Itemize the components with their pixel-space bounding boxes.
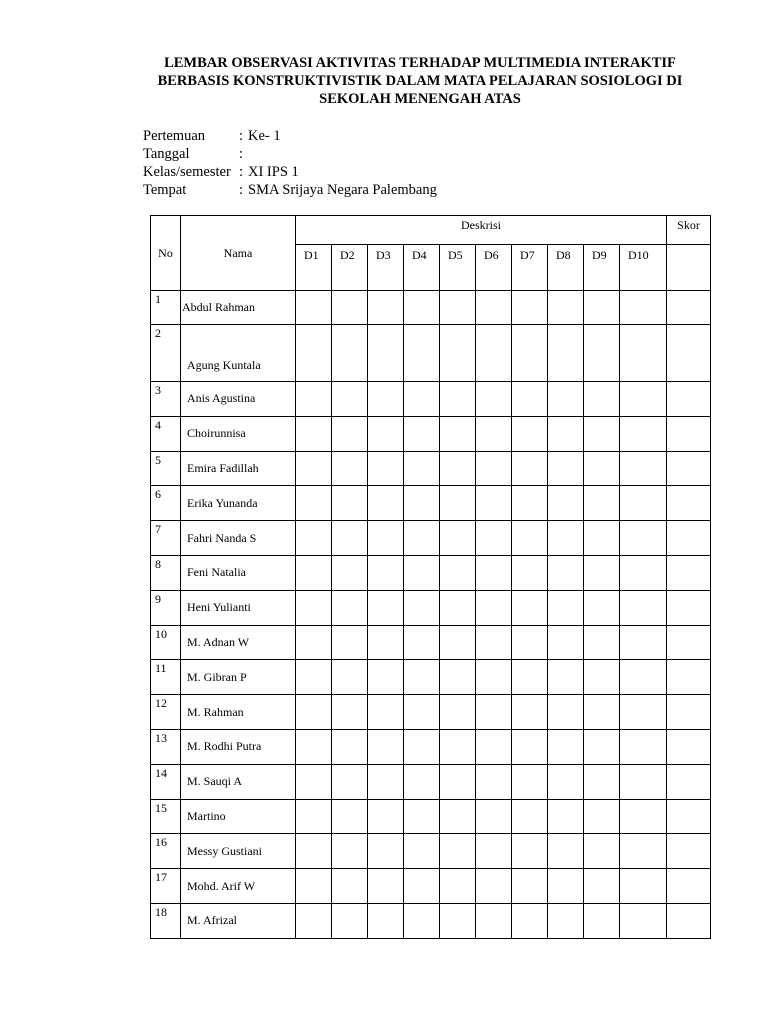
score-cell-d8[interactable] (548, 903, 584, 938)
score-cell-d6[interactable] (476, 382, 512, 417)
score-cell-d9[interactable] (584, 325, 620, 382)
score-cell-d9[interactable] (584, 903, 620, 938)
score-cell-d5[interactable] (440, 660, 476, 695)
score-cell-d8[interactable] (548, 590, 584, 625)
score-cell-d6[interactable] (476, 486, 512, 521)
score-cell-d7[interactable] (512, 625, 548, 660)
score-cell-d1[interactable] (296, 729, 332, 764)
table-row (151, 555, 711, 590)
score-cell-d9[interactable] (584, 660, 620, 695)
score-cell-skor[interactable] (667, 729, 711, 764)
table-row (151, 834, 711, 869)
score-cell-d6[interactable] (476, 451, 512, 486)
score-cell-d7[interactable] (512, 869, 548, 904)
score-cell-d10[interactable] (620, 660, 667, 695)
score-cell-d1[interactable] (296, 764, 332, 799)
score-cell-d5[interactable] (440, 451, 476, 486)
score-cell-d8[interactable] (548, 521, 584, 556)
score-cell-d9[interactable] (584, 416, 620, 451)
meta-label: Tanggal (143, 146, 190, 162)
score-cell-skor[interactable] (667, 590, 711, 625)
header-no: No (151, 216, 181, 291)
score-cell-d2[interactable] (332, 764, 368, 799)
score-cell-d9[interactable] (584, 382, 620, 417)
score-cell-d8[interactable] (548, 291, 584, 325)
score-cell-d3[interactable] (368, 291, 404, 325)
score-cell-d1[interactable] (296, 799, 332, 834)
score-cell-d6[interactable] (476, 416, 512, 451)
student-name: M. Sauqi A (181, 764, 296, 799)
score-cell-d8[interactable] (548, 555, 584, 590)
score-cell-d7[interactable] (512, 555, 548, 590)
score-cell-d9[interactable] (584, 291, 620, 325)
score-cell-d8[interactable] (548, 382, 584, 417)
score-cell-d6[interactable] (476, 291, 512, 325)
score-cell-d2[interactable] (332, 486, 368, 521)
score-cell-d8[interactable] (548, 325, 584, 382)
meta-row-pertemuan: Pertemuan : Ke- 1 (143, 128, 281, 144)
score-cell-d7[interactable] (512, 291, 548, 325)
score-cell-d2[interactable] (332, 590, 368, 625)
score-cell-d2[interactable] (332, 555, 368, 590)
table-row (151, 382, 711, 417)
row-number: 5 (151, 451, 181, 486)
score-cell-d10[interactable] (620, 382, 667, 417)
score-cell-d1[interactable] (296, 590, 332, 625)
score-cell-skor[interactable] (667, 764, 711, 799)
score-cell-d6[interactable] (476, 729, 512, 764)
meta-value: SMA Srijaya Negara Palembang (248, 182, 437, 198)
score-cell-d3[interactable] (368, 521, 404, 556)
table-row (151, 764, 711, 799)
table-row (151, 416, 711, 451)
table-row (151, 729, 711, 764)
score-cell-d9[interactable] (584, 799, 620, 834)
score-cell-d7[interactable] (512, 416, 548, 451)
table-row (151, 660, 711, 695)
row-number: 9 (151, 590, 181, 625)
score-cell-d5[interactable] (440, 486, 476, 521)
score-cell-d10[interactable] (620, 834, 667, 869)
score-cell-d3[interactable] (368, 555, 404, 590)
student-name: Anis Agustina (181, 382, 296, 417)
score-cell-d5[interactable] (440, 695, 476, 730)
header-skor: Skor (667, 216, 711, 245)
score-cell-d3[interactable] (368, 869, 404, 904)
student-name: Erika Yunanda (181, 486, 296, 521)
score-cell-d10[interactable] (620, 799, 667, 834)
score-cell-d6[interactable] (476, 555, 512, 590)
header-d4: D4 (404, 245, 440, 291)
score-cell-d1[interactable] (296, 903, 332, 938)
score-cell-d3[interactable] (368, 729, 404, 764)
header-deskripsi: Deskrisi (296, 216, 667, 245)
score-cell-d5[interactable] (440, 764, 476, 799)
table-row (151, 625, 711, 660)
score-cell-skor[interactable] (667, 903, 711, 938)
table-row (151, 521, 711, 556)
title-line-2: BERBASIS KONSTRUKTIVISTIK DALAM MATA PELAJARAN SOSIOLOGI DI (157, 73, 683, 89)
student-name: Mohd. Arif W (181, 869, 296, 904)
score-cell-d5[interactable] (440, 325, 476, 382)
score-cell-d1[interactable] (296, 660, 332, 695)
score-cell-d4[interactable] (404, 521, 440, 556)
score-cell-d1[interactable] (296, 869, 332, 904)
score-cell-d2[interactable] (332, 291, 368, 325)
score-cell-d3[interactable] (368, 325, 404, 382)
score-cell-d2[interactable] (332, 521, 368, 556)
score-cell-d5[interactable] (440, 555, 476, 590)
score-cell-d5[interactable] (440, 382, 476, 417)
meta-value: XI IPS 1 (248, 164, 299, 180)
score-cell-d7[interactable] (512, 486, 548, 521)
meta-block (143, 127, 437, 199)
meta-row-tempat: Tempat : SMA Srijaya Negara Palembang (143, 182, 437, 198)
score-cell-d4[interactable] (404, 486, 440, 521)
row-number: 12 (151, 695, 181, 730)
score-cell-d2[interactable] (332, 325, 368, 382)
student-name: Abdul Rahman (181, 291, 296, 325)
score-cell-skor[interactable] (667, 486, 711, 521)
score-cell-d2[interactable] (332, 660, 368, 695)
student-name: M. Rodhi Putra (181, 729, 296, 764)
student-name: Feni Natalia (181, 555, 296, 590)
score-cell-d7[interactable] (512, 660, 548, 695)
score-cell-d4[interactable] (404, 869, 440, 904)
score-cell-d9[interactable] (584, 729, 620, 764)
score-cell-skor[interactable] (667, 382, 711, 417)
score-cell-d4[interactable] (404, 325, 440, 382)
score-cell-d3[interactable] (368, 451, 404, 486)
score-cell-d9[interactable] (584, 590, 620, 625)
score-cell-d6[interactable] (476, 869, 512, 904)
title-line-3: SEKOLAH MENENGAH ATAS (319, 91, 521, 107)
score-cell-d10[interactable] (620, 486, 667, 521)
score-cell-d2[interactable] (332, 799, 368, 834)
score-cell-d4[interactable] (404, 903, 440, 938)
score-cell-d6[interactable] (476, 660, 512, 695)
row-number: 14 (151, 764, 181, 799)
score-cell-d3[interactable] (368, 764, 404, 799)
row-number: 3 (151, 382, 181, 417)
score-cell-d1[interactable] (296, 834, 332, 869)
score-cell-d6[interactable] (476, 834, 512, 869)
table-row (151, 486, 711, 521)
score-cell-d4[interactable] (404, 834, 440, 869)
score-cell-d9[interactable] (584, 451, 620, 486)
student-name: M. Afrizal (181, 903, 296, 938)
score-cell-d7[interactable] (512, 590, 548, 625)
row-number: 1 (151, 291, 181, 325)
score-cell-d2[interactable] (332, 416, 368, 451)
score-cell-d4[interactable] (404, 555, 440, 590)
score-cell-d7[interactable] (512, 325, 548, 382)
score-cell-d8[interactable] (548, 416, 584, 451)
row-number: 17 (151, 869, 181, 904)
score-cell-d10[interactable] (620, 590, 667, 625)
header-d10: D10 (620, 245, 667, 291)
score-cell-d10[interactable] (620, 625, 667, 660)
score-cell-d4[interactable] (404, 416, 440, 451)
table-row (151, 291, 711, 325)
score-cell-d2[interactable] (332, 903, 368, 938)
score-cell-d8[interactable] (548, 625, 584, 660)
score-cell-d2[interactable] (332, 625, 368, 660)
score-cell-d4[interactable] (404, 729, 440, 764)
score-cell-d5[interactable] (440, 625, 476, 660)
score-cell-d3[interactable] (368, 416, 404, 451)
score-cell-d7[interactable] (512, 799, 548, 834)
score-cell-d2[interactable] (332, 729, 368, 764)
row-number: 18 (151, 903, 181, 938)
score-cell-d8[interactable] (548, 451, 584, 486)
meta-label: Pertemuan (143, 128, 206, 144)
row-number: 10 (151, 625, 181, 660)
score-cell-d3[interactable] (368, 695, 404, 730)
score-cell-d10[interactable] (620, 521, 667, 556)
score-cell-d9[interactable] (584, 555, 620, 590)
score-cell-skor[interactable] (667, 834, 711, 869)
score-cell-d2[interactable] (332, 695, 368, 730)
score-cell-d2[interactable] (332, 834, 368, 869)
score-cell-d5[interactable] (440, 521, 476, 556)
table-row (151, 325, 711, 382)
score-cell-d7[interactable] (512, 903, 548, 938)
score-cell-d2[interactable] (332, 382, 368, 417)
score-cell-d3[interactable] (368, 903, 404, 938)
score-cell-d1[interactable] (296, 382, 332, 417)
score-cell-d3[interactable] (368, 834, 404, 869)
score-cell-d4[interactable] (404, 382, 440, 417)
header-d8: D8 (548, 245, 584, 291)
score-cell-d7[interactable] (512, 382, 548, 417)
score-cell-d1[interactable] (296, 416, 332, 451)
table-row (151, 451, 711, 486)
score-cell-d4[interactable] (404, 625, 440, 660)
score-cell-d4[interactable] (404, 695, 440, 730)
score-cell-d10[interactable] (620, 325, 667, 382)
score-cell-d7[interactable] (512, 834, 548, 869)
score-cell-d6[interactable] (476, 799, 512, 834)
score-cell-d4[interactable] (404, 451, 440, 486)
score-cell-d1[interactable] (296, 486, 332, 521)
score-cell-d6[interactable] (476, 903, 512, 938)
score-cell-d1[interactable] (296, 695, 332, 730)
score-cell-d10[interactable] (620, 291, 667, 325)
score-cell-d10[interactable] (620, 416, 667, 451)
score-cell-skor[interactable] (667, 869, 711, 904)
score-cell-d9[interactable] (584, 869, 620, 904)
table-row (151, 869, 711, 904)
score-cell-d5[interactable] (440, 869, 476, 904)
score-cell-d6[interactable] (476, 695, 512, 730)
table-row (151, 695, 711, 730)
score-cell-d9[interactable] (584, 521, 620, 556)
score-cell-d7[interactable] (512, 729, 548, 764)
document-title (120, 54, 720, 108)
score-cell-d5[interactable] (440, 729, 476, 764)
score-cell-d4[interactable] (404, 799, 440, 834)
student-name: M. Rahman (181, 695, 296, 730)
score-cell-d10[interactable] (620, 729, 667, 764)
student-name: Agung Kuntala (181, 325, 296, 382)
score-cell-d7[interactable] (512, 695, 548, 730)
observation-table (150, 215, 711, 939)
score-cell-d4[interactable] (404, 660, 440, 695)
score-cell-d9[interactable] (584, 764, 620, 799)
row-number: 2 (151, 325, 181, 382)
score-cell-d6[interactable] (476, 764, 512, 799)
score-cell-d2[interactable] (332, 869, 368, 904)
score-cell-d3[interactable] (368, 625, 404, 660)
score-cell-skor[interactable] (667, 325, 711, 382)
header-d9: D9 (584, 245, 620, 291)
row-number: 15 (151, 799, 181, 834)
score-cell-d1[interactable] (296, 625, 332, 660)
score-cell-d6[interactable] (476, 590, 512, 625)
score-cell-d8[interactable] (548, 799, 584, 834)
student-name: Choirunnisa (181, 416, 296, 451)
table-row (151, 590, 711, 625)
title-line-1: LEMBAR OBSERVASI AKTIVITAS TERHADAP MULTIMEDIA INTERAKTIF (164, 55, 676, 71)
score-cell-d8[interactable] (548, 834, 584, 869)
score-cell-d3[interactable] (368, 382, 404, 417)
score-cell-d10[interactable] (620, 903, 667, 938)
score-cell-d9[interactable] (584, 486, 620, 521)
row-number: 13 (151, 729, 181, 764)
score-cell-skor[interactable] (667, 695, 711, 730)
score-cell-d5[interactable] (440, 799, 476, 834)
score-cell-d10[interactable] (620, 451, 667, 486)
header-d2: D2 (332, 245, 368, 291)
score-cell-d3[interactable] (368, 660, 404, 695)
score-cell-d9[interactable] (584, 834, 620, 869)
score-cell-d3[interactable] (368, 799, 404, 834)
score-cell-d1[interactable] (296, 291, 332, 325)
row-number: 16 (151, 834, 181, 869)
header-d6: D6 (476, 245, 512, 291)
score-cell-skor[interactable] (667, 625, 711, 660)
header-d5: D5 (440, 245, 476, 291)
meta-row-kelas: Kelas/semester : XI IPS 1 (143, 164, 299, 180)
score-cell-d4[interactable] (404, 291, 440, 325)
score-cell-d8[interactable] (548, 729, 584, 764)
score-cell-d10[interactable] (620, 764, 667, 799)
score-cell-d7[interactable] (512, 764, 548, 799)
student-name: M. Gibran P (181, 660, 296, 695)
score-cell-skor[interactable] (667, 660, 711, 695)
score-cell-d5[interactable] (440, 590, 476, 625)
score-cell-d3[interactable] (368, 486, 404, 521)
score-cell-d6[interactable] (476, 625, 512, 660)
score-cell-d5[interactable] (440, 416, 476, 451)
row-number: 7 (151, 521, 181, 556)
student-name: Messy Gustiani (181, 834, 296, 869)
student-name: Fahri Nanda S (181, 521, 296, 556)
score-cell-d1[interactable] (296, 325, 332, 382)
header-d1: D1 (296, 245, 332, 291)
score-cell-d6[interactable] (476, 325, 512, 382)
header-row-1 (151, 216, 711, 245)
score-cell-d7[interactable] (512, 451, 548, 486)
score-cell-d4[interactable] (404, 590, 440, 625)
score-cell-d1[interactable] (296, 555, 332, 590)
score-cell-skor[interactable] (667, 799, 711, 834)
score-cell-d5[interactable] (440, 291, 476, 325)
table-row (151, 903, 711, 938)
header-skor-blank (667, 245, 711, 291)
row-number: 11 (151, 660, 181, 695)
row-number: 8 (151, 555, 181, 590)
meta-value: Ke- 1 (248, 128, 281, 144)
student-name: Heni Yulianti (181, 590, 296, 625)
score-cell-d8[interactable] (548, 695, 584, 730)
score-cell-skor[interactable] (667, 291, 711, 325)
score-cell-d10[interactable] (620, 555, 667, 590)
score-cell-skor[interactable] (667, 555, 711, 590)
score-cell-d7[interactable] (512, 521, 548, 556)
score-cell-d4[interactable] (404, 764, 440, 799)
student-name: Martino (181, 799, 296, 834)
header-d3: D3 (368, 245, 404, 291)
score-cell-d5[interactable] (440, 903, 476, 938)
student-name: Emira Fadillah (181, 451, 296, 486)
score-cell-d3[interactable] (368, 590, 404, 625)
score-cell-d5[interactable] (440, 834, 476, 869)
header-nama: Nama (181, 216, 296, 291)
meta-row-tanggal: Tanggal : (143, 146, 244, 162)
score-cell-d8[interactable] (548, 660, 584, 695)
score-cell-skor[interactable] (667, 451, 711, 486)
row-number: 6 (151, 486, 181, 521)
score-cell-skor[interactable] (667, 416, 711, 451)
score-cell-d6[interactable] (476, 521, 512, 556)
score-cell-d9[interactable] (584, 695, 620, 730)
table-body (151, 291, 711, 939)
meta-label: Tempat (143, 182, 187, 198)
header-d7: D7 (512, 245, 548, 291)
score-cell-d8[interactable] (548, 486, 584, 521)
score-cell-d1[interactable] (296, 451, 332, 486)
meta-label: Kelas/semester (143, 164, 231, 180)
table-row (151, 799, 711, 834)
row-number: 4 (151, 416, 181, 451)
score-cell-d2[interactable] (332, 451, 368, 486)
score-cell-d8[interactable] (548, 869, 584, 904)
score-cell-d10[interactable] (620, 695, 667, 730)
score-cell-d10[interactable] (620, 869, 667, 904)
score-cell-d8[interactable] (548, 764, 584, 799)
score-cell-d1[interactable] (296, 521, 332, 556)
student-name: M. Adnan W (181, 625, 296, 660)
score-cell-d9[interactable] (584, 625, 620, 660)
score-cell-skor[interactable] (667, 521, 711, 556)
